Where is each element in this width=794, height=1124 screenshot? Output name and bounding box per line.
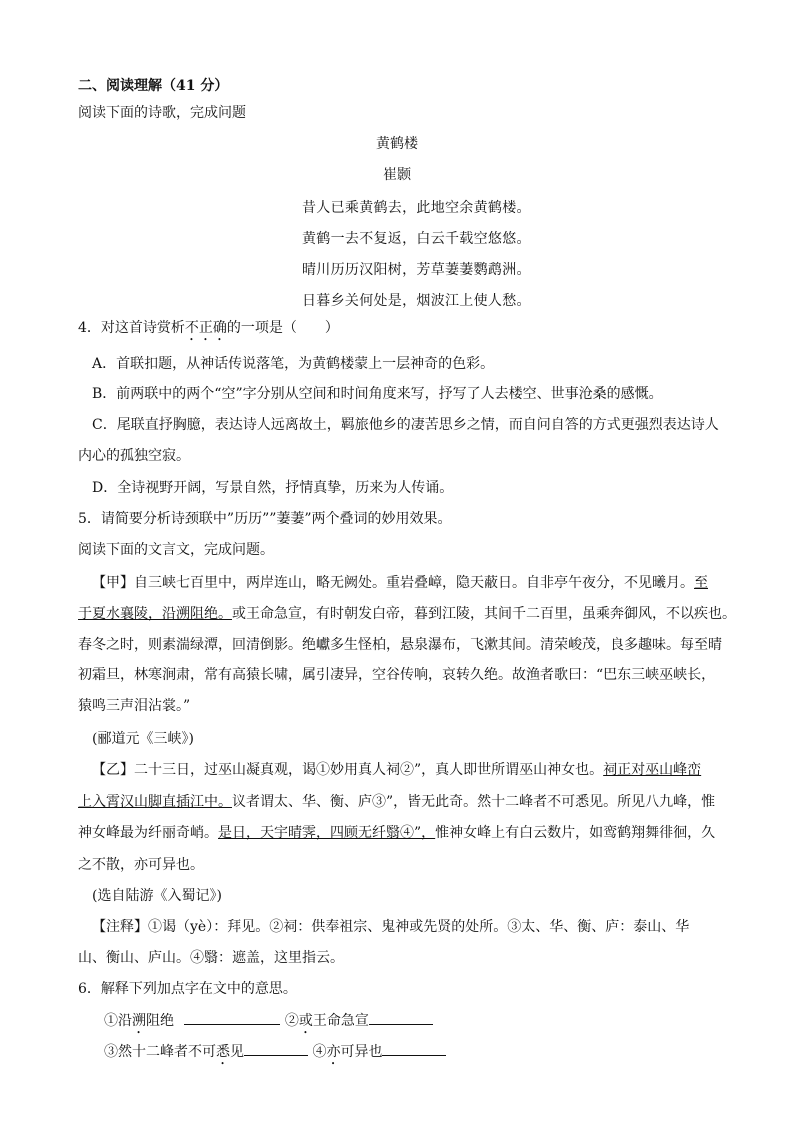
answer-blank[interactable] (369, 1010, 433, 1025)
poem-line: 黄鹤一去不复返，白云千载空悠悠。 (302, 231, 531, 247)
question-4-emphasis: 不正确 (184, 320, 227, 336)
section-title: 二、阅读理解（41 分） (78, 78, 229, 94)
item-text: ③然十二峰者不可 (104, 1044, 216, 1060)
passage-jia-source: (郦道元《三峡》) (92, 731, 194, 747)
underlined-text: 于夏水襄陵，沿溯阻绝。 (78, 606, 232, 622)
passage-text: 议者谓太、华、衡、庐③”，皆无此奇 (232, 794, 464, 810)
passage-text: 【乙】二十三日，过巫山凝真观，谒①妙用真人祠②”，真人即世所谓巫山神女也。 (92, 762, 604, 778)
question-4-stem (78, 318, 339, 344)
dotted-char: 亦 (326, 1044, 341, 1060)
question-6-stem: 6．解释下列加点字在文中的意思。 (78, 981, 297, 997)
underlined-text: 上入霄汉山脚直插江中。 (78, 794, 232, 810)
answer-blank[interactable] (382, 1041, 446, 1056)
underlined-text: 至 (694, 575, 708, 591)
passage-yi-line (78, 792, 715, 812)
passage-jia-line: 春冬之时，则素湍绿潭，回清倒影。绝巘多生怪柏，悬泉瀑布，飞漱其间。清荣峻茂，良多趣味。每至晴 (78, 637, 722, 653)
option-b: B．前两联中的两个“空”字分别从空间和时间角度来写，抒写了人去楼空、世事沧桑的感慨。 (92, 386, 663, 402)
option-c-continued: 内心的孤独空寂。 (78, 448, 190, 464)
answer-blank[interactable] (184, 1010, 280, 1025)
item-text: ② (284, 1013, 299, 1029)
annotation-line: 【注释】①谒（yè）：拜见。②祠：供奉祖宗、鬼神或先贤的处所。③太、华、衡、庐：泰山、华 (92, 919, 690, 935)
question-5-stem: 5．请简要分析诗颈联中”历历””萋萋”两个叠词的妙用效果。 (78, 511, 452, 527)
dotted-char: 悉 (216, 1044, 230, 1060)
question-4-stem-start: 4．对这首诗赏析 (78, 320, 185, 336)
dotted-char: 或 (298, 1013, 313, 1029)
passage-jia-line (92, 573, 708, 593)
passage-jia-line: 初霜旦，林寒涧肃，常有高猿长啸，属引凄异，空谷传响，哀转久绝。故渔者歌曰：“巴东三峡巫峡长， (78, 667, 716, 683)
annotation-line: 山、衡山、庐山。④翳：遮盖，这里指云。 (78, 950, 344, 966)
item-text: 见 (230, 1044, 244, 1060)
option-c: C．尾联直抒胸臆，表达诗人远离故土，羁旅他乡的凄苦思乡之情，而自问自答的方式更强烈表达诗人 (92, 417, 719, 433)
poem-author: 崔颢 (383, 167, 411, 183)
question-6-row-2 (104, 1041, 446, 1068)
poem-title: 黄鹤楼 (376, 136, 418, 152)
question-4-stem-end: 的一项是（ ） (226, 320, 339, 336)
option-d: D．全诗视野开阔，写景自然，抒情真挚，历来为人传诵。 (92, 480, 454, 496)
passage-yi-line (78, 823, 715, 843)
classical-intro: 阅读下面的文言文，完成问题。 (78, 542, 274, 558)
item-text: 王命急宣 (312, 1013, 369, 1029)
passage-text: 惟神女峰上有白云数片，如鸾鹤翔舞徘徊，久 (435, 825, 716, 841)
item-text: ①沿 (104, 1013, 132, 1029)
section-intro: 阅读下面的诗歌，完成问题 (78, 105, 246, 121)
poem-line: 昔人已乘黄鹤去，此地空余黄鹤楼。 (302, 200, 531, 216)
passage-yi-line: 之不散，亦可异也。 (78, 857, 204, 873)
passage-yi-source: (选自陆游《入蜀记》) (92, 888, 222, 904)
passage-jia-line (78, 604, 736, 624)
poem-line: 晴川历历汉阳树，芳草萋萋鹦鹉洲。 (302, 262, 531, 278)
item-text: 阻绝 (146, 1013, 174, 1029)
underlined-text: 是日，天宇晴霁，四顾无纤翳④”， (218, 825, 436, 841)
question-6-row-1 (104, 1010, 433, 1037)
passage-text: 或王命急宣，有时朝发白帝，暮到江陵，其间千二百里，虽乘奔御风，不以疾也。 (232, 606, 736, 622)
passage-text: 【甲】自三峡七百里中，两岸连山，略无阙处。重岩叠嶂，隐天蔽日。自非亭午夜分，不见曦月。 (92, 575, 694, 591)
passage-text: 神女峰最为纤丽奇峭。 (78, 825, 218, 841)
dotted-char: 溯 (132, 1013, 146, 1029)
underlined-text: 祠正对巫山峰峦 (603, 762, 702, 778)
option-a: A．首联扣题，从神话传说落笔，为黄鹤楼蒙上一层神奇的色彩。 (92, 356, 495, 372)
item-text: 可异也 (340, 1044, 383, 1060)
passage-text: 。然十二峰者不可悉见。所见八九峰，惟 (463, 794, 716, 810)
poem-line: 日暮乡关何处是，烟波江上使人愁。 (302, 293, 531, 309)
passage-yi-line (92, 760, 701, 780)
answer-blank[interactable] (244, 1041, 308, 1056)
passage-jia-line: 猿鸣三声泪沾裳。” (78, 698, 191, 714)
item-text: ④ (312, 1044, 327, 1060)
